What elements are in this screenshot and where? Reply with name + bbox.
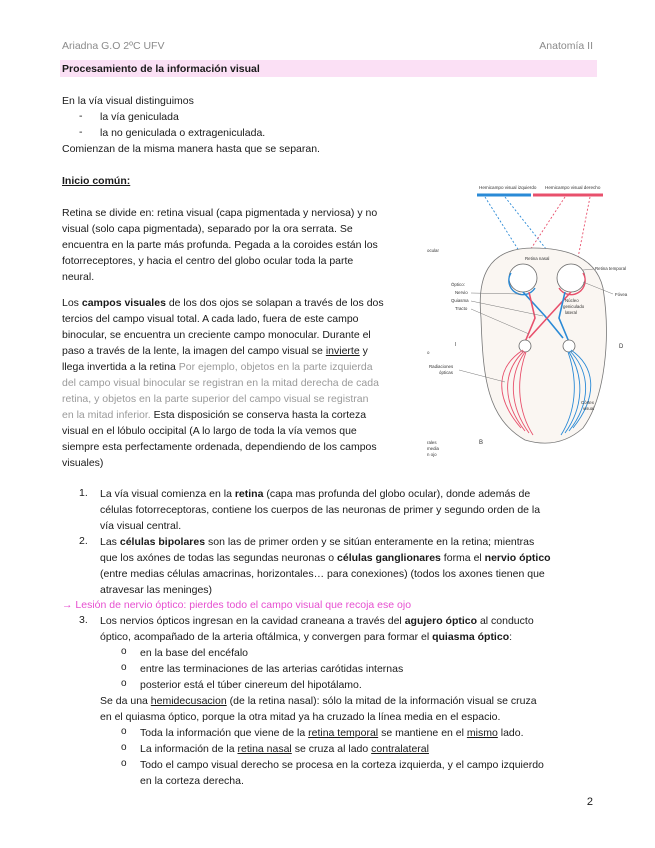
- label-optico: Óptico:: [451, 282, 465, 287]
- p2-line: retina, y objetos en la parte superior del campo visual se registran: [62, 393, 369, 405]
- label-fovea: Fóvea: [615, 292, 628, 297]
- sub-bullet: Toda la información que viene de la retina temporal se mantiene en el mismo lado.: [140, 727, 524, 739]
- p1-line: neural.: [62, 271, 95, 283]
- label-radiaciones-2: ópticas: [439, 370, 453, 375]
- circle-bullet: o: [121, 662, 127, 673]
- intro-item: la no geniculada o extrageniculada.: [100, 127, 266, 139]
- p2-line: en la mitad inferior. Esta disposición se conserva hasta la corteza: [62, 409, 367, 421]
- list-line: La vía visual comienza en la retina (capa mas profunda del globo ocular), donde además de: [100, 488, 531, 500]
- hemidecusacion-line: en el quiasma óptico, porque la otra mitad ya ha cruzado la línea media en el espacio.: [100, 711, 501, 723]
- lgn-right: [563, 340, 575, 352]
- list-line: Los nervios ópticos ingresan en la cavidad craneana a través del agujero óptico al conducto: [100, 615, 534, 627]
- list-line: atravesar las meninges): [100, 584, 213, 596]
- label-corteza-2: visual: [583, 406, 595, 411]
- p2-line: del campo visual binocular se registran en la mitad derecha de cada: [62, 377, 379, 389]
- p2-line: llega invertida a la retina Por ejemplo, objetos en la parte izquierda: [62, 361, 373, 373]
- list-number: 3.: [79, 614, 88, 626]
- p2-line: paso a través de la lente, la imagen del campo visual se invierte y: [62, 345, 368, 357]
- label-retina-nasal: Retina nasal: [525, 256, 550, 261]
- right-field-label: Hemicampo visual derecho: [545, 185, 601, 190]
- list-line: que los axónes de todas las segundas neuronas o células ganglionares forma el nervio óptico: [100, 552, 551, 564]
- list-line: óptico, acompañado de la arteria oftálmica, y convergen para formar el quiasma óptico:: [100, 631, 513, 643]
- intro-item: la vía geniculada: [100, 111, 179, 123]
- sub-bullet: entre las terminaciones de las arterias carótidas internas: [140, 663, 404, 675]
- label-nucleo-1: Núcleo: [565, 298, 579, 303]
- p1-line: Retina se divide en: retina visual (capa pigmentada y nerviosa) y no: [62, 207, 378, 219]
- visual-pathway-figure: [425, 178, 637, 468]
- p2-line: siempre esta perfectamente ordenada, dependiendo de los campos: [62, 441, 377, 453]
- p1-line: fotorreceptores, y hacia el centro del globo ocular toda la parte: [62, 255, 354, 267]
- edge-label: o: [427, 350, 430, 355]
- dash-bullet: -: [79, 110, 83, 122]
- sub-bullet: La información de la retina nasal se cruza al lado contralateral: [140, 743, 429, 755]
- circle-bullet: o: [121, 646, 127, 657]
- lesion-note: → Lesión de nervio óptico: pierdes todo el campo visual que recoja ese ojo: [62, 599, 412, 611]
- sub-bullet: posterior está el túber cinereum del hipotálamo.: [140, 679, 362, 691]
- label-d: D: [619, 344, 624, 350]
- label-nucleo-2: geniculado: [563, 304, 585, 309]
- edge-label: media: [427, 446, 439, 451]
- label-radiaciones-1: Radiaciones: [429, 364, 454, 369]
- label-retina-temporal: Retina temporal: [595, 266, 626, 271]
- p2-line: visual en el lóbulo occipital (A lo largo de toda la vía vemos que: [62, 425, 357, 437]
- label-nucleo-3: lateral: [565, 310, 577, 315]
- edge-label: n ojo: [427, 452, 437, 457]
- sub-bullet: en la corteza derecha.: [140, 775, 244, 787]
- list-line: Las células bipolares son las de primer orden y se sitúan enteramente en la retina; mientras: [100, 536, 535, 548]
- edge-label: ocular: [427, 248, 439, 253]
- left-field-label: Hemicampo visual izquierdo: [479, 185, 537, 190]
- list-line: vía visual central.: [100, 520, 182, 532]
- p2-line: tercios del campo visual total. A cada lado, fuera de este campo: [62, 313, 359, 325]
- header-author: Ariadna G.O 2ºC UFV: [62, 40, 165, 52]
- circle-bullet: o: [121, 678, 127, 689]
- dash-bullet: -: [79, 126, 83, 138]
- label-corteza-1: Córtex: [581, 400, 594, 405]
- p1-line: visual (solo capa pigmentada), separado por la ora serrata. Se: [62, 223, 353, 235]
- circle-bullet: o: [121, 742, 127, 753]
- circle-bullet: o: [121, 758, 127, 769]
- label-quiasma: Quiasma: [451, 298, 469, 303]
- left-eye: [509, 264, 537, 292]
- list-line: (entre medias células amacrinas, horizontales… para conexiones) (todos los axones tienen que: [100, 568, 545, 580]
- intro-line: Comienzan de la misma manera hasta que se separan.: [62, 143, 320, 155]
- list-line: células fotorreceptoras, contiene los cuerpos de las neuronas de primer y segundo orden de la: [100, 504, 541, 516]
- label-b: B: [479, 440, 484, 446]
- intro-line: En la vía visual distinguimos: [62, 95, 194, 107]
- lgn-left: [519, 340, 531, 352]
- edge-label: rales: [427, 440, 437, 445]
- head-outline: [480, 248, 606, 443]
- p2-line: binocular, se encuentra un creciente campo monocular. Durante el: [62, 329, 371, 341]
- list-number: 2.: [79, 535, 88, 547]
- page-title: Procesamiento de la información visual: [62, 63, 260, 75]
- header-subject: Anatomía II: [539, 40, 593, 52]
- label-i: I: [455, 342, 457, 348]
- p2-line: Los campos visuales de los dos ojos se solapan a través de los dos: [62, 297, 384, 309]
- sub-bullet: Todo el campo visual derecho se procesa en la corteza izquierda, y el campo izquierdo: [140, 759, 544, 771]
- label-tracto: Tracto: [455, 306, 468, 311]
- label-nervio: Nervio: [455, 290, 468, 295]
- section-heading: Inicio común:: [62, 175, 131, 187]
- hemidecusacion-line: Se da una hemidecusacion (de la retina nasal): sólo la mitad de la información visual se cruza: [100, 695, 537, 707]
- sub-bullet: en la base del encéfalo: [140, 647, 248, 659]
- page-number: 2: [586, 796, 593, 808]
- circle-bullet: o: [121, 726, 127, 737]
- p2-line: visuales): [62, 457, 104, 469]
- p1-line: encuentra en la parte más profunda. Pegada a la coroides están los: [62, 239, 378, 251]
- right-eye: [557, 264, 585, 292]
- list-number: 1.: [79, 487, 88, 499]
